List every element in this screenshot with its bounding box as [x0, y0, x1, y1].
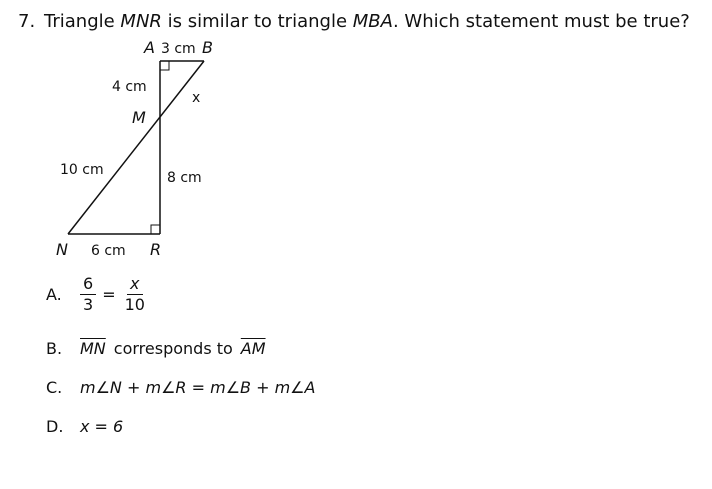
- choice-a-fraction-right: [122, 275, 148, 314]
- triangle-1-name: MNR: [120, 11, 162, 32]
- label-AB: 3 cm: [161, 41, 196, 57]
- question-text-middle: is similar to triangle: [161, 11, 353, 32]
- choice-a-letter: A.: [46, 285, 62, 304]
- vertex-B-label: B: [202, 38, 213, 57]
- vertex-N-label: N: [56, 240, 68, 259]
- triangle-2-name: MBA: [352, 11, 393, 32]
- label-MB: x: [192, 90, 201, 106]
- choice-c-text: m∠N + m∠R = m∠B + m∠A: [80, 378, 316, 397]
- choice-a-frac1-denominator: 3: [83, 295, 94, 314]
- choice-c[interactable]: [46, 378, 315, 397]
- choice-a[interactable]: [46, 275, 148, 314]
- choice-a-fraction-left: [80, 275, 96, 314]
- choice-b-letter: B.: [46, 339, 63, 358]
- label-NR: 6 cm: [91, 243, 126, 259]
- vertex-A-label: A: [144, 38, 155, 57]
- choice-a-frac2-denominator: 10: [124, 295, 145, 314]
- choice-b-segment-1: $\overline{MN}$: [80, 339, 106, 358]
- vertex-M-label: M: [132, 108, 146, 127]
- question-text-suffix: . Which statement must be true?: [392, 11, 690, 32]
- label-AM: 4 cm: [112, 79, 147, 95]
- choice-d-letter: D.: [46, 417, 64, 436]
- choice-b-segment-2: $\overline{AM}$: [240, 339, 266, 358]
- right-angle-mark-R: [151, 225, 160, 234]
- choice-a-frac2-numerator: x: [127, 275, 142, 295]
- question-number: 7.: [18, 11, 36, 32]
- choice-d-text: x = 6: [80, 417, 124, 436]
- choice-c-letter: C.: [46, 378, 63, 397]
- label-MR: 8 cm: [167, 170, 202, 186]
- label-NM: 10 cm: [60, 162, 104, 178]
- choice-a-equals: =: [102, 285, 116, 304]
- right-angle-mark-A: [160, 61, 169, 70]
- vertex-R-label: R: [150, 240, 162, 259]
- choice-b[interactable]: [46, 339, 266, 358]
- choice-b-text: corresponds to: [113, 339, 233, 358]
- question-text-prefix: Triangle: [44, 11, 121, 32]
- choice-d[interactable]: [46, 417, 123, 436]
- choice-a-frac1-numerator: 6: [80, 275, 96, 295]
